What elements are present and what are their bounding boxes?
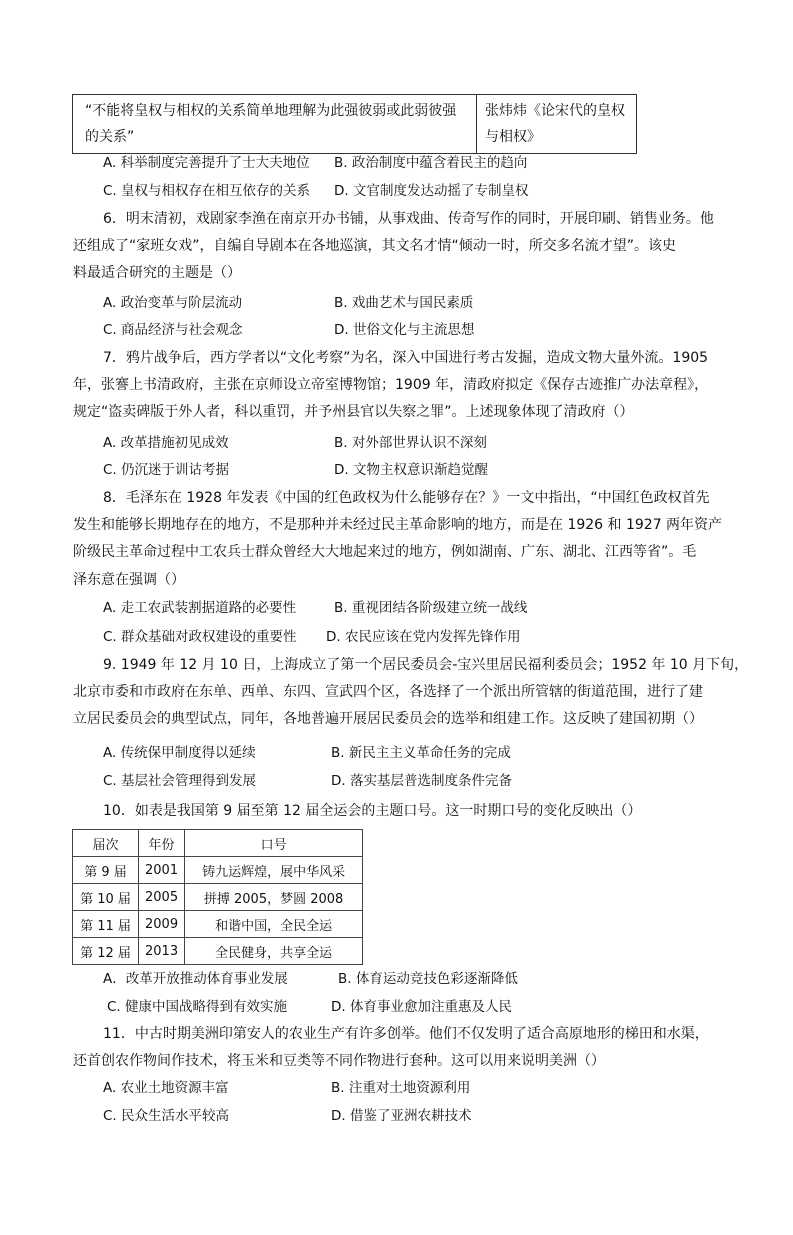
cell-session: 第 10 届 (73, 884, 139, 911)
q8-stem-line-1: 8．毛泽东在 1928 年发表《中国的红色政权为什么能够存在？》一文中指出，“中国红色政权首先 (103, 490, 710, 506)
table-row (73, 857, 363, 884)
q6-stem-line-3: 料最适合研究的主题是（） (73, 265, 241, 281)
cell-year: 2009 (139, 911, 185, 938)
header-year: 年份 (139, 830, 185, 857)
slogan-table (72, 829, 363, 965)
q6-stem-line-1: 6．明末清初，戏剧家李渔在南京开办书铺，从事戏曲、传奇写作的同时，开展印刷、销售业务。他 (103, 211, 714, 227)
table-row (73, 938, 363, 965)
q8-option-d[interactable]: D. 农民应该在党内发挥先锋作用 (326, 629, 521, 645)
q7-stem-line-3: 规定“盗卖碑版于外人者，科以重罚，并予州县官以失察之罪”。上述现象体现了清政府（） (73, 404, 634, 420)
q8-option-c[interactable]: C. 群众基础对政权建设的重要性 (103, 629, 297, 645)
quote-table (72, 94, 637, 154)
q6-option-a[interactable]: A. 政治变革与阶层流动 (103, 295, 243, 311)
table-divider (476, 95, 477, 153)
q7-option-d[interactable]: D. 文物主权意识渐趋觉醒 (334, 462, 488, 478)
header-session: 届次 (73, 830, 139, 857)
source-line-1: 张炜炜《论宋代的皇权 (485, 103, 625, 119)
cell-slogan: 全民健身，共享全运 (185, 938, 363, 965)
q6-option-d[interactable]: D. 世俗文化与主流思想 (334, 322, 475, 338)
q8-option-b[interactable]: B. 重视团结各阶级建立统一战线 (334, 600, 528, 616)
q9-stem-line-3: 立居民委员会的典型试点，同年，各地普遍开展居民委员会的选举和组建工作。这反映了建国初期（） (73, 711, 703, 727)
q10-option-b[interactable]: B. 体育运动竞技色彩逐渐降低 (338, 971, 518, 987)
cell-session: 第 9 届 (73, 857, 139, 884)
q7-stem-line-1: 7．鸦片战争后，西方学者以“文化考察”为名，深入中国进行考古发掘，造成文物大量外流。1905 (103, 350, 709, 366)
q10-stem: 10．如表是我国第 9 届至第 12 届全运会的主题口号。这一时期口号的变化反映出（） (103, 803, 642, 819)
table-row (73, 884, 363, 911)
q5-option-c[interactable]: C. 皇权与相权存在相互依存的关系 (103, 183, 311, 199)
q9-option-b[interactable]: B. 新民主主义革命任务的完成 (331, 745, 511, 761)
q5-option-b[interactable]: B. 政治制度中蕴含着民主的趋向 (334, 155, 528, 171)
cell-slogan: 拼搏 2005，梦圆 2008 (185, 884, 363, 911)
table-header-row (73, 830, 363, 857)
q11-stem-line-1: 11．中古时期美洲印第安人的农业生产有许多创举。他们不仅发明了适合高原地形的梯田和水渠， (103, 1026, 709, 1042)
cell-year: 2001 (139, 857, 185, 884)
q7-stem-line-2: 年，张謇上书清政府，主张在京师设立帝室博物馆；1909 年，清政府拟定《保存古迹推广办法章程》， (73, 377, 709, 393)
q8-stem-line-4: 泽东意在强调（） (73, 572, 185, 588)
q10-option-c[interactable]: C. 健康中国战略得到有效实施 (107, 999, 288, 1015)
q9-option-c[interactable]: C. 基层社会管理得到发展 (103, 773, 257, 789)
q7-option-c[interactable]: C. 仍沉迷于训诂考据 (103, 462, 230, 478)
q7-option-b[interactable]: B. 对外部世界认识不深刻 (334, 435, 487, 451)
q11-option-d[interactable]: D. 借鉴了亚洲农耕技术 (331, 1108, 472, 1124)
q8-stem-line-3: 阶级民主革命过程中工农兵士群众曾经大大地起来过的地方，例如湖南、广东、湖北、江西等省”。毛 (73, 544, 697, 560)
q8-option-a[interactable]: A. 走工农武装割据道路的必要性 (103, 600, 297, 616)
q10-option-d[interactable]: D. 体育事业愈加注重惠及人民 (331, 999, 512, 1015)
cell-year: 2013 (139, 938, 185, 965)
q11-option-c[interactable]: C. 民众生活水平较高 (103, 1108, 230, 1124)
table-row (73, 911, 363, 938)
q8-stem-line-2: 发生和能够长期地存在的地方，不是那种并未经过民主革命影响的地方，而是在 1926 和 1927 两年资产 (73, 517, 723, 533)
q9-stem-line-2: 北京市委和市政府在东单、西单、东四、宣武四个区，各选择了一个派出所管辖的街道范围，进行了建 (73, 684, 703, 700)
q5-option-d[interactable]: D. 文官制度发达动摇了专制皇权 (334, 183, 529, 199)
q9-option-d[interactable]: D. 落实基层普选制度条件完备 (331, 773, 512, 789)
q11-option-a[interactable]: A. 农业土地资源丰富 (103, 1080, 229, 1096)
q6-option-b[interactable]: B. 戏曲艺术与国民素质 (334, 295, 474, 311)
q9-stem-line-1: 9. 1949 年 12 月 10 日，上海成立了第一个居民委员会-宝兴里居民福利委员会；1952 年 10 月下旬， (103, 657, 749, 673)
cell-year: 2005 (139, 884, 185, 911)
q11-stem-line-2: 还首创农作物间作技术，将玉米和豆类等不同作物进行套种。这可以用来说明美洲（） (73, 1053, 605, 1069)
cell-slogan: 和谐中国，全民全运 (185, 911, 363, 938)
q11-option-b[interactable]: B. 注重对土地资源利用 (331, 1080, 471, 1096)
quote-line-1: “不能将皇权与相权的关系简单地理解为此强彼弱或此弱彼强 (85, 103, 457, 119)
q7-option-a[interactable]: A. 改革措施初见成效 (103, 435, 229, 451)
header-slogan: 口号 (185, 830, 363, 857)
q6-stem-line-2: 还组成了“家班女戏”，自编自导剧本在各地巡演，其文名才情“倾动一时，所交多名流才望”。该史 (73, 238, 677, 254)
cell-session: 第 12 届 (73, 938, 139, 965)
cell-slogan: 铸九运辉煌，展中华风采 (185, 857, 363, 884)
cell-session: 第 11 届 (73, 911, 139, 938)
q6-option-c[interactable]: C. 商品经济与社会观念 (103, 322, 243, 338)
q5-option-a[interactable]: A. 科举制度完善提升了士大夫地位 (103, 155, 310, 171)
q10-option-a[interactable]: A．改革开放推动体育事业发展 (103, 971, 288, 987)
q9-option-a[interactable]: A. 传统保甲制度得以延续 (103, 745, 256, 761)
quote-line-2: 的关系” (85, 129, 135, 145)
source-line-2: 与相权》 (485, 129, 541, 145)
